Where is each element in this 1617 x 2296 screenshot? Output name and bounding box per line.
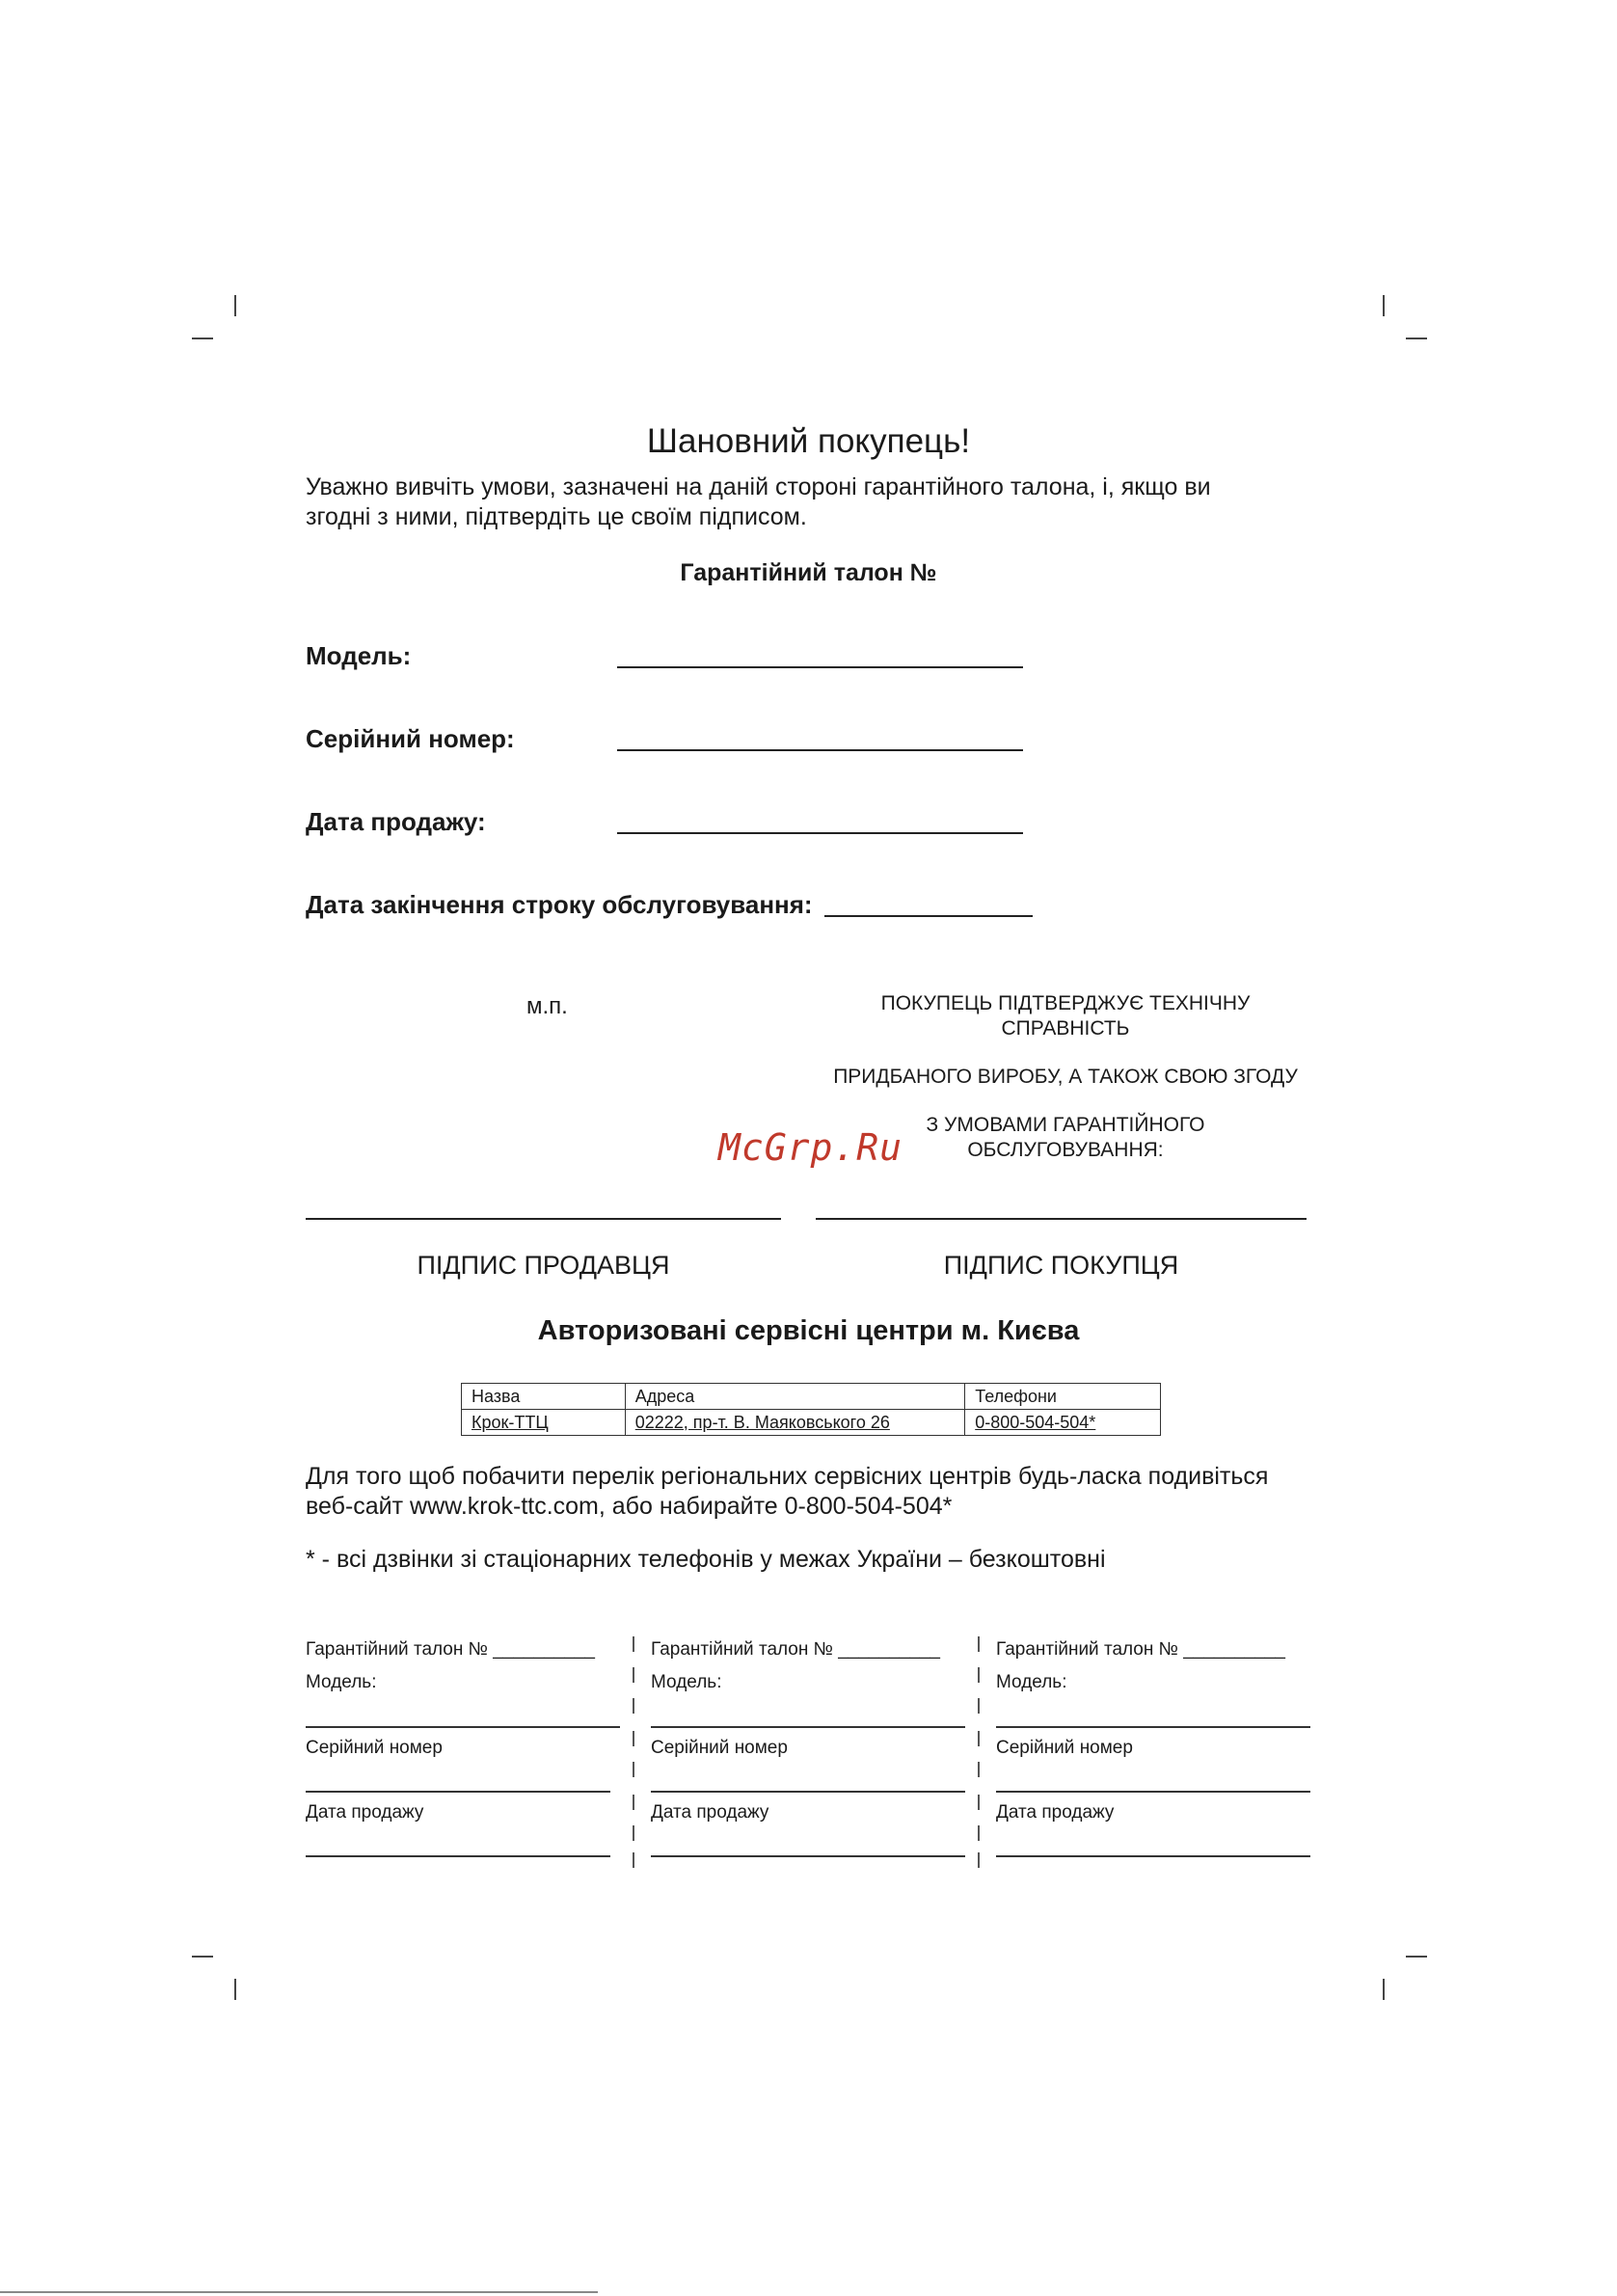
table-cell-name: Крок-ТТЦ	[462, 1410, 626, 1436]
stub-title: Гарантійний талон № __________	[306, 1639, 595, 1660]
stub-date-field[interactable]	[651, 1855, 965, 1857]
table-cell-address: 02222, пр-т. В. Маяковського 26	[625, 1410, 964, 1436]
stub-serial-field[interactable]	[996, 1791, 1310, 1793]
field-label-model: Модель:	[306, 641, 412, 670]
crop-mark	[192, 338, 213, 339]
intro-line: Уважно вивчіть умови, зазначені на даній стороні гарантійного талона, і, якщо ви	[306, 473, 1211, 500]
stub-model-label: Модель:	[306, 1672, 377, 1692]
buyer-signature-field[interactable]	[816, 1218, 1307, 1220]
stub-serial-label: Серійний номер	[306, 1738, 443, 1758]
stub-date-label: Дата продажу	[996, 1802, 1115, 1823]
free-calls-note: * - всі дзвінки зі стаціонарних телефонів у межах України – безкоштовні	[306, 1546, 1106, 1573]
crop-mark	[234, 295, 236, 316]
regional-line: Для того щоб побачити перелік регіональних сервісних центрів будь-ласка подивіться	[306, 1463, 1269, 1490]
regional-line: веб-сайт www.krok-ttc.com, або набирайте 0-800-504-504*	[306, 1493, 953, 1520]
stub-model-label: Модель:	[651, 1672, 722, 1692]
stub-serial-field[interactable]	[306, 1791, 610, 1793]
crop-mark	[1383, 1979, 1385, 2000]
confirmation-line: З УМОВАМИ ГАРАНТІЙНОГО	[926, 1114, 1205, 1136]
expiry-date-field[interactable]	[824, 915, 1033, 917]
bottom-edge-line	[0, 2291, 598, 2293]
confirmation-line: ПОКУПЕЦЬ ПІДТВЕРДЖУЄ ТЕХНІЧНУ	[880, 992, 1251, 1014]
stub-model-field[interactable]	[996, 1726, 1310, 1728]
stub-serial-label: Серійний номер	[651, 1738, 788, 1758]
crop-mark	[1383, 295, 1385, 316]
confirmation-line: ОБСЛУГОВУВАННЯ:	[967, 1139, 1164, 1161]
table-row	[462, 1410, 1161, 1436]
column-header: Назва	[462, 1384, 626, 1410]
field-label-serial: Серійний номер:	[306, 724, 515, 753]
service-centers-heading: Авторизовані сервісні центри м. Києва	[537, 1315, 1080, 1346]
cut-line-separator	[978, 1636, 980, 1868]
stub-model-field[interactable]	[651, 1726, 965, 1728]
stub-date-label: Дата продажу	[306, 1802, 424, 1823]
serial-field[interactable]	[617, 749, 1023, 751]
crop-mark	[234, 1979, 236, 2000]
stub-serial-field[interactable]	[651, 1791, 965, 1793]
stub-date-field[interactable]	[996, 1855, 1310, 1857]
field-label-expiry-date: Дата закінчення строку обслуговування:	[306, 890, 813, 919]
column-header: Адреса	[625, 1384, 964, 1410]
cut-line-separator	[633, 1636, 634, 1868]
watermark: McGrp.Ru	[718, 1126, 903, 1169]
confirmation-line: СПРАВНІСТЬ	[1001, 1017, 1130, 1040]
column-header: Телефони	[965, 1384, 1161, 1410]
stub-date-field[interactable]	[306, 1855, 610, 1857]
confirmation-line: ПРИДБАНОГО ВИРОБУ, А ТАКОЖ СВОЮ ЗГОДУ	[833, 1066, 1298, 1088]
table-cell-phone: 0-800-504-504*	[965, 1410, 1161, 1436]
buyer-signature-label: ПІДПИС ПОКУПЦЯ	[943, 1251, 1179, 1280]
stub-serial-label: Серійний номер	[996, 1738, 1133, 1758]
stub-title: Гарантійний талон № __________	[996, 1639, 1285, 1660]
stub-model-label: Модель:	[996, 1672, 1067, 1692]
model-field[interactable]	[617, 666, 1023, 668]
intro-line: згодні з ними, підтвердіть це своїм підписом.	[306, 503, 807, 530]
field-label-sale-date: Дата продажу:	[306, 807, 486, 836]
table-header-row	[462, 1384, 1161, 1410]
stub-model-field[interactable]	[306, 1726, 620, 1728]
stub-date-label: Дата продажу	[651, 1802, 769, 1823]
service-centers-table	[461, 1383, 1161, 1436]
seller-signature-field[interactable]	[306, 1218, 781, 1220]
intro-text	[306, 473, 1328, 532]
regional-info	[306, 1462, 1328, 1522]
seller-signature-label: ПІДПИС ПРОДАВЦЯ	[417, 1251, 670, 1280]
stub-title: Гарантійний талон № __________	[651, 1639, 940, 1660]
warranty-heading: Гарантійний талон №	[680, 559, 937, 586]
sale-date-field[interactable]	[617, 832, 1023, 834]
confirmation-text	[815, 991, 1316, 1041]
crop-mark	[1406, 1956, 1427, 1958]
crop-mark	[1406, 338, 1427, 339]
page-title: Шановний покупець!	[646, 422, 971, 460]
crop-mark	[192, 1956, 213, 1958]
stamp-label: м.п.	[526, 993, 568, 1019]
